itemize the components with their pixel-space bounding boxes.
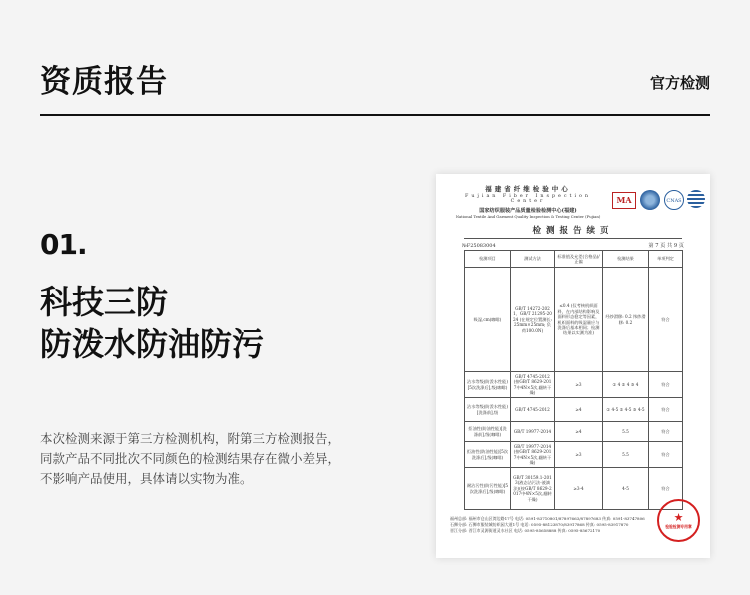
table-cell: GB/T 19977-2014 <box>511 422 555 442</box>
table-cell: 符合 <box>649 398 683 422</box>
table-header-cell: 测试方法 <box>511 251 555 268</box>
table-cell: 吸湿,cm(咖啡) <box>465 268 511 372</box>
description-line: 同款产品不同批次不同颜色的检测结果存在微小差异， <box>40 451 341 466</box>
table-cell: 符合 <box>649 268 683 372</box>
official-test-tag: 官方检测 <box>649 74 710 92</box>
table-cell: ≥4 <box>555 398 603 422</box>
report-results-table <box>464 250 683 510</box>
section-number: 01. <box>40 228 87 261</box>
table-cell: ① 4 ② 4 ③ 4 <box>603 372 649 398</box>
headline <box>40 281 264 365</box>
ma-logo: MA <box>612 192 636 209</box>
table-header-cell: 检测结果 <box>603 251 649 268</box>
footer-address-line: 福州总部: 福州市仓山区湾边路17号 电话: 0591-83710801/87897663/87897683 传真: 0591-83747806 <box>450 516 645 521</box>
table-cell: ≤0.4 (仅考核机织面料，在内部结构影响及面料形态稳定等因素，机织面料的吸湿量应与洗涤后基本相同；检测结果以实测为准) <box>555 268 603 372</box>
table-cell: ≥4 <box>555 422 603 442</box>
table-row <box>465 422 683 442</box>
table-cell: 符合 <box>649 422 683 442</box>
footer-address-line: 石狮分部: 石狮市服装城纺织园大道1号 电话: 0595-88123870/83917868 传真: 0595-83917870 <box>450 522 629 527</box>
report-page-count: 第 7 页 共 9 页 <box>648 243 684 249</box>
table-cell: 沾水等级(防泼水性能)[洗涤前],级 <box>465 398 511 422</box>
table-row <box>465 442 683 468</box>
report-title: 检测报告续页 <box>532 226 614 236</box>
center-name-cn: 国家纺织服装产品质量检验检测中心(福建) <box>479 208 577 214</box>
table-cell: 4-5 <box>603 468 649 510</box>
table-row <box>465 468 683 510</box>
footer-address-line: 晋江分部: 晋江市灵源街道灵水社区 电话: 0595-85658888 传真: 0595-85672170 <box>450 528 601 533</box>
table-header-row <box>465 251 683 268</box>
description-line: 不影响产品使用，具体请以实物为准。 <box>40 471 253 486</box>
table-header-cell: 标准值及允差(合格品)/正偏 <box>555 251 603 268</box>
table-cell: 符合 <box>649 442 683 468</box>
official-stamp <box>657 499 700 542</box>
page-header <box>40 52 710 116</box>
center-name-en: National Textile And Garment Quality Inspection & Testing Center (Fujian) <box>455 214 601 219</box>
report-number: №F25083004 <box>462 243 496 249</box>
table-cell: ① 4-5 ② 4-5 ③ 4-5 <box>603 398 649 422</box>
report-divider <box>464 238 682 239</box>
table-cell: 符合 <box>649 468 683 510</box>
table-cell: GB/T 19977-2014(按GB/T 8629-2017中4N×5次,翻转干燥) <box>511 442 555 468</box>
page-title: 资质报告 <box>40 64 168 100</box>
cnas-logo: CNAS <box>664 190 684 210</box>
table-cell: GB/T 30159.1-2013(液态沾污法-液滴法)(按GB/T 8629-2017中4N×5次,翻转干燥) <box>511 468 555 510</box>
table-cell: 经纱滑移: 0.2 纬纱滑移: 0.2 <box>603 268 649 372</box>
headline-line-2: 防泼水防油防污 <box>40 325 265 363</box>
table-cell: 5.5 <box>603 422 649 442</box>
org-name-cn: 福建省纤维检验中心 <box>485 185 571 193</box>
table-cell: ≥3-4 <box>555 468 603 510</box>
table-cell: 拒油性(防油性能)[5次洗涤后],级(咖啡) <box>465 442 511 468</box>
headline-line-1: 科技三防 <box>40 283 169 321</box>
table-cell: 符合 <box>649 372 683 398</box>
report-organization <box>448 184 608 219</box>
description-line: 本次检测来源于第三方检测机构，附第三方检测报告， <box>40 431 341 446</box>
table-cell: GB/T 4745-2012 <box>511 398 555 422</box>
stamp-label: 检验检测专用章 <box>665 523 692 529</box>
org-name-en: Fujian Fiber Inspection Center <box>465 194 591 204</box>
testex-logo-icon <box>687 190 705 208</box>
table-cell: ≥3 <box>555 372 603 398</box>
table-cell: GB/T 14272-2021、GB/T 21295-2024 (在规定位置测长: 25mm×25mm; 负荷100.0N) <box>511 268 555 372</box>
test-report-document <box>436 174 710 558</box>
table-cell: 拒油性(防油性能)[洗涤前],级(咖啡) <box>465 422 511 442</box>
description-text <box>40 429 370 489</box>
ilac-logo-icon <box>640 190 660 210</box>
table-row <box>465 372 683 398</box>
table-header-cell: 检测项目 <box>465 251 511 268</box>
table-cell: ≥3 <box>555 442 603 468</box>
table-cell: 耐沾污性(防污性能)[5次洗涤后],级(咖啡) <box>465 468 511 510</box>
stamp-star-icon: ★ <box>673 510 684 524</box>
table-cell: GB/T 4745-2012(按GB/T 8629-2017中4N×5次,翻转干燥) <box>511 372 555 398</box>
table-cell: 5.5 <box>603 442 649 468</box>
table-row <box>465 398 683 422</box>
table-header-cell: 单项判定 <box>649 251 683 268</box>
report-footer <box>450 516 662 534</box>
table-cell: 沾水等级(防泼水性能)[5次洗涤后],级(咖啡) <box>465 372 511 398</box>
table-row <box>465 268 683 372</box>
